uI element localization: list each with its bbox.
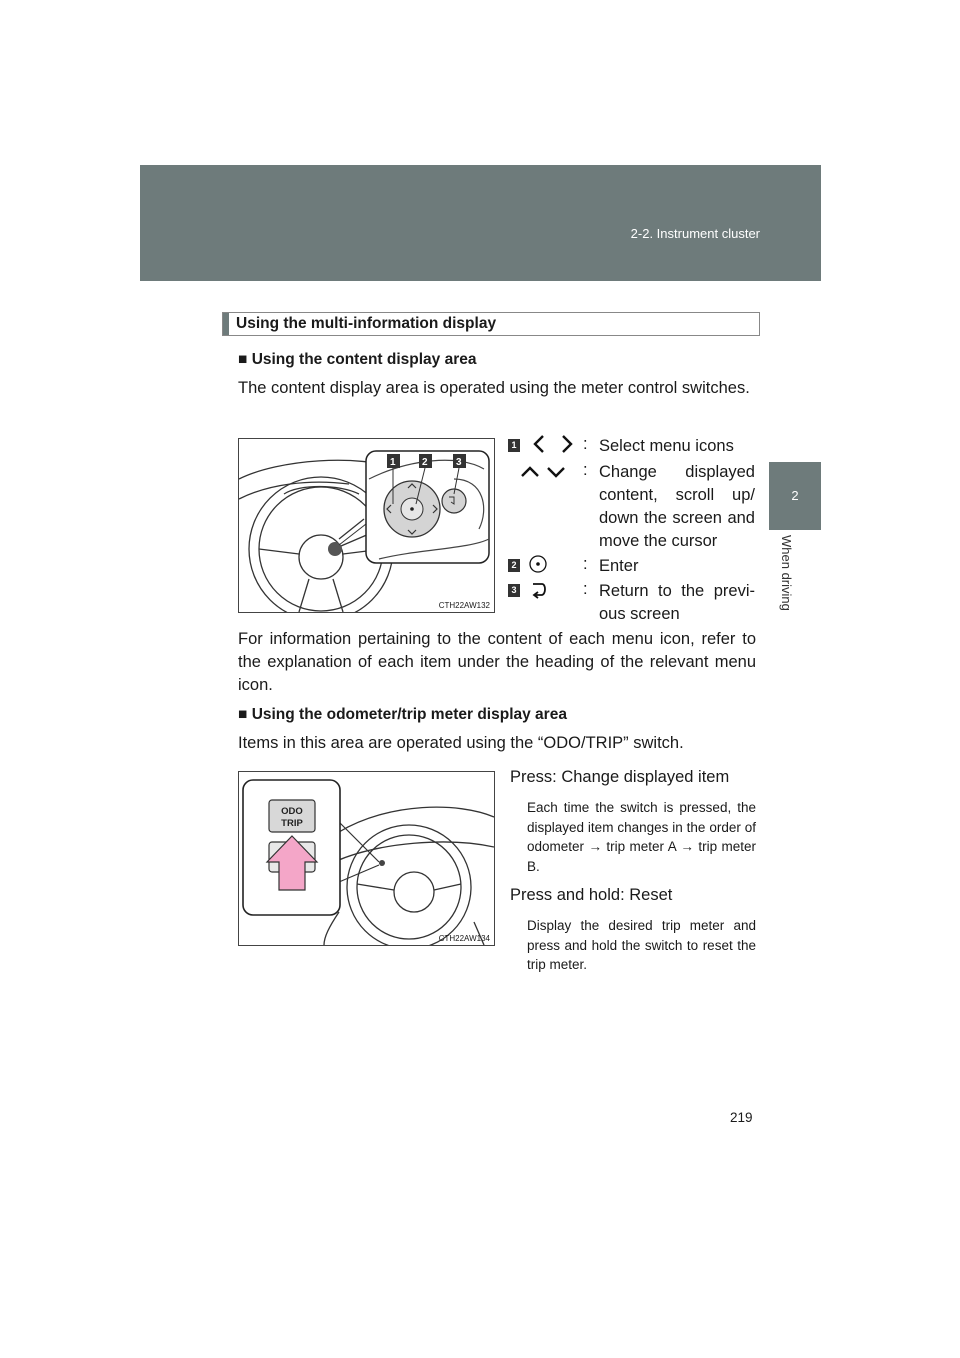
svg-text:1: 1: [390, 457, 396, 468]
content-intro-paragraph: The content display area is operated using the meter control switches.: [238, 379, 750, 397]
subheading-content-display: [238, 351, 477, 369]
legend-colon: :: [583, 461, 588, 479]
chapter-title: When driving: [779, 535, 794, 611]
legend-number-3: 3: [508, 584, 520, 597]
subheading-text: Using the odometer/trip meter display area: [251, 706, 567, 723]
svg-text:3: 3: [456, 457, 462, 468]
section-heading: Using the multi-information display: [236, 315, 497, 332]
figure-odo-trip-switch: [238, 771, 495, 946]
svg-text:2: 2: [422, 457, 428, 468]
square-bullet-icon: ■: [238, 351, 248, 368]
heading-accent-bar: [223, 313, 229, 335]
chevron-right-icon: [556, 434, 576, 454]
hold-title: Press and hold: Reset: [510, 886, 673, 904]
figure-meter-control-switches: [238, 438, 495, 613]
press-note: Each time the switch is pressed, the displayed item changes in the order of odometer → trip meter A → trip meter B.: [527, 800, 756, 874]
section-heading-box: [222, 312, 760, 336]
odo-switch-label: ODO: [281, 806, 303, 817]
legend-text-enter: Enter: [599, 557, 639, 575]
page-number: 219: [730, 1110, 753, 1125]
return-arrow-icon: [530, 580, 550, 600]
menu-icon-reference-paragraph: For information pertaining to the content of each menu icon, refer to the explanation of each item under the heading of the relevant menu icon.: [238, 630, 756, 694]
section-label: 2-2. Instrument cluster: [630, 226, 760, 241]
figure-code: CTH22AW134: [438, 934, 490, 943]
legend-text-return: Return to the previ- ous screen: [599, 582, 755, 623]
legend-number-1: 1: [508, 439, 520, 452]
chapter-number: 2: [791, 488, 799, 503]
subheading-odometer-trip: [238, 706, 567, 724]
legend-number-2: 2: [508, 559, 520, 572]
odo-intro-paragraph: Items in this area are operated using the “ODO/TRIP” switch.: [238, 734, 684, 752]
odo-trip-switch-illustration: [239, 772, 494, 945]
square-bullet-icon: ■: [238, 706, 248, 723]
header-band: [140, 165, 821, 281]
trip-switch-label: TRIP: [281, 818, 303, 829]
legend-colon: :: [583, 580, 588, 598]
legend-text-change: Change displayed content, scroll up/ down the screen and move the cursor: [599, 463, 755, 550]
chevron-down-icon: [546, 462, 566, 482]
subheading-text: Using the content display area: [251, 351, 477, 368]
hold-note: Display the desired trip meter and press and hold the switch to reset the trip meter.: [527, 918, 756, 972]
legend-text-select: Select menu icons: [599, 437, 734, 455]
chevron-left-icon: [530, 434, 550, 454]
enter-dot-icon: [528, 554, 548, 574]
legend-colon: :: [583, 435, 588, 453]
legend-colon: :: [583, 555, 588, 573]
steering-wheel-illustration: [239, 439, 494, 612]
figure-code: CTH22AW132: [438, 601, 490, 610]
press-title: Press: Change displayed item: [510, 768, 730, 786]
chevron-up-icon: [520, 462, 540, 482]
